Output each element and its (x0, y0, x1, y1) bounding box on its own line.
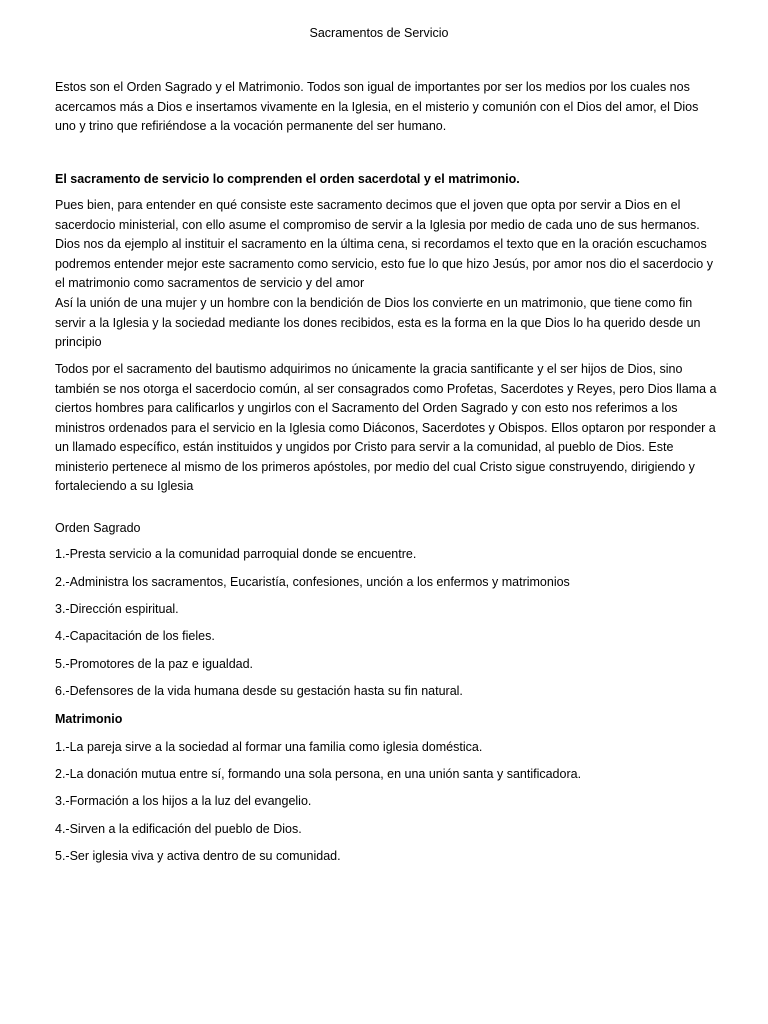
matrimonio-item-2: 2.-La donación mutua entre sí, formando una sola persona, en una unión santa y santificadora. (55, 767, 582, 781)
matrimonio-item-5: 5.-Ser iglesia viva y activa dentro de su comunidad. (55, 849, 341, 863)
body-paragraph-2: Así la unión de una mujer y un hombre con la bendición de Dios los convierte en un matrimonio, que tiene como fin servir a la Iglesia y la sociedad mediante los dones recibidos, esta es la forma en la que Dios lo ha querido desde un principio (55, 296, 701, 349)
matrimonio-heading: Matrimonio (55, 712, 123, 726)
intro-paragraph: Estos son el Orden Sagrado y el Matrimonio. Todos son igual de importantes por ser los medios por los cuales nos acercamos más a Dios e insertamos vivamente en la Iglesia, en el misterio y comunión con el Dios del amor, el Dios uno y trino que refiriéndose a la vocación permanente del ser humano. (55, 80, 699, 133)
body-paragraph-1: Pues bien, para entender en qué consiste este sacramento decimos que el joven que opta por servir a Dios en el sacerdocio ministerial, con ello asume el compromiso de servir a la Iglesia por medio de cada uno de sus hermanos. Dios nos da ejemplo al instituir el sacramento en la última cena, si recordamos el texto que en la oración escuchamos podremos entender mejor este sacramento como servicio, esto fue lo que hizo Jesús, por amor nos dio el sacerdocio y el matrimonio como sacramentos de servicio y del amor (55, 198, 713, 290)
orden-sagrado-heading: Orden Sagrado (55, 521, 141, 535)
orden-sagrado-item-6: 6.-Defensores de la vida humana desde su gestación hasta su fin natural. (55, 684, 463, 698)
orden-sagrado-item-4: 4.-Capacitación de los fieles. (55, 629, 215, 643)
orden-sagrado-item-5: 5.-Promotores de la paz e igualdad. (55, 657, 254, 671)
matrimonio-item-4: 4.-Sirven a la edificación del pueblo de Dios. (55, 822, 302, 836)
orden-sagrado-item-2: 2.-Administra los sacramentos, Eucaristía, confesiones, unción a los enfermos y matrimonios (55, 575, 570, 589)
document-title: Sacramentos de Servicio (309, 26, 449, 40)
matrimonio-item-1: 1.-La pareja sirve a la sociedad al formar una familia como iglesia doméstica. (55, 740, 483, 754)
matrimonio-item-3: 3.-Formación a los hijos a la luz del evangelio. (55, 794, 312, 808)
body-paragraph-3: Todos por el sacramento del bautismo adquirimos no únicamente la gracia santificante y el ser hijos de Dios, sino también se nos otorga el sacerdocio común, al ser consagrados como Profetas, Sacerdotes y Reyes, pero Dios llama a ciertos hombres para calificarlos y ungirlos con el Sacramento del Orden Sagrado y con esto nos referimos a los ministros ordenados para el servicio en la Iglesia como Diáconos, Sacerdotes y Obispos. Ellos optaron por responder a un llamado específico, están instituidos y ungidos por Cristo para servir a la comunidad, al pueblo de Dios. Este ministerio pertenece al mismo de los primeros apóstoles, por medio del cual Cristo sigue construyendo, dirigiendo y fortaleciendo a su Iglesia (55, 362, 717, 493)
orden-sagrado-item-3: 3.-Dirección espiritual. (55, 602, 179, 616)
orden-sagrado-item-1: 1.-Presta servicio a la comunidad parroquial donde se encuentre. (55, 547, 417, 561)
section-heading: El sacramento de servicio lo comprenden el orden sacerdotal y el matrimonio. (55, 172, 520, 186)
